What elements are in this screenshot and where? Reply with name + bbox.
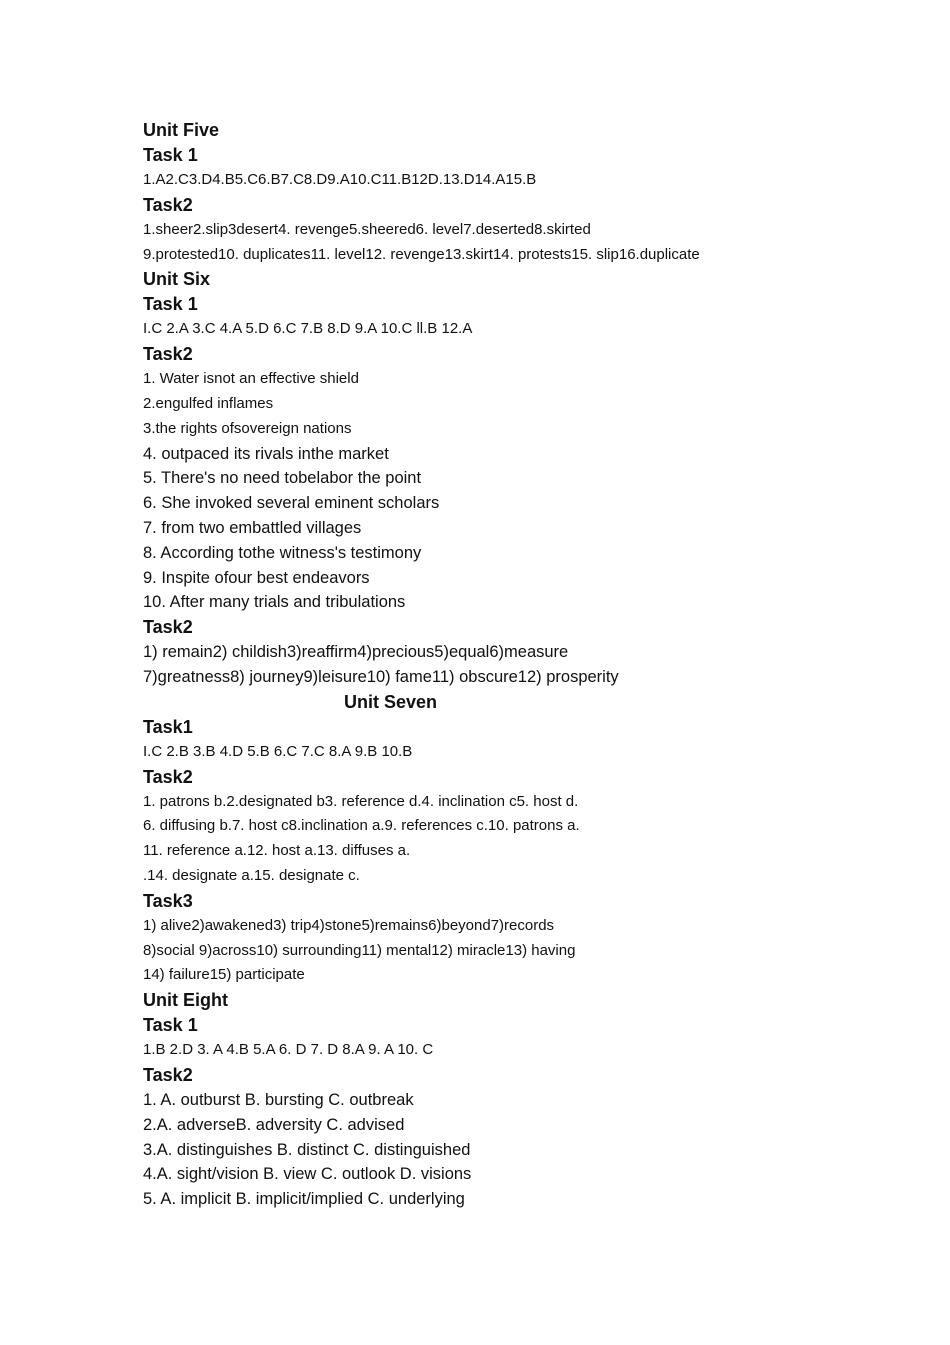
unit-six-task2-line: 7. from two embattled villages	[143, 518, 362, 537]
unit-seven-task2-heading: Task2	[143, 766, 193, 787]
unit-five-task2-line: 9.protested10. duplicates11. level12. revenge13.skirt14. protests15. slip16.duplicate	[143, 245, 700, 263]
unit-eight-heading: Unit Eight	[143, 990, 228, 1011]
unit-eight-task2-line: 3.A. distinguishes B. distinct C. distinguished	[143, 1140, 471, 1159]
unit-six-task2-line: 4. outpaced its rivals inthe market	[143, 444, 389, 463]
unit-eight-task1-heading: Task 1	[143, 1015, 198, 1036]
unit-eight-task2-line: 1. A. outburst B. bursting C. outbreak	[143, 1090, 414, 1109]
unit-six-task2-line: 3.the rights ofsovereign nations	[143, 419, 352, 437]
unit-seven-task3-line: 1) alive2)awakened3) trip4)stone5)remains6)beyond7)records	[143, 916, 555, 934]
unit-seven-task2-line: 1. patrons b.2.designated b3. reference d.4. inclination c5. host d.	[143, 792, 579, 810]
unit-six-task2-line: 5. There's no need tobelabor the point	[143, 469, 422, 488]
unit-six-task2-line: 9. Inspite ofour best endeavors	[143, 568, 370, 587]
unit-eight-task2-line: 4.A. sight/vision B. view C. outlook D. visions	[143, 1165, 472, 1184]
unit-eight-task2-heading: Task2	[143, 1064, 193, 1085]
unit-six-task3-heading: Task2	[143, 617, 193, 638]
unit-six-task2-line: 6. She invoked several eminent scholars	[143, 494, 440, 513]
unit-seven-task1-heading: Task1	[143, 716, 193, 737]
unit-six-task2-line: 10. After many trials and tribulations	[143, 593, 406, 612]
unit-six-task2-heading: Task2	[143, 344, 193, 365]
unit-six-task1-heading: Task 1	[143, 294, 198, 315]
unit-six-task3-line: 7)greatness8) journey9)leisure10) fame11) obscure12) prosperity	[143, 667, 619, 686]
unit-six-task2-line: 8. According tothe witness's testimony	[143, 543, 422, 562]
unit-six-task2-line: 2.engulfed inflames	[143, 394, 274, 412]
unit-seven-task2-line: 6. diffusing b.7. host c8.inclination a.9. references c.10. patrons a.	[143, 817, 580, 835]
unit-seven-task3-line: 8)social 9)across10) surrounding11) mental12) miracle13) having	[143, 941, 576, 959]
unit-seven-task1-answers: I.C 2.B 3.B 4.D 5.B 6.C 7.C 8.A 9.B 10.B	[143, 742, 413, 760]
unit-five-task1-heading: Task 1	[143, 145, 198, 165]
unit-five-task2-heading: Task2	[143, 194, 193, 215]
unit-seven-task3-line: 14) failure15) participate	[143, 966, 305, 984]
unit-six-heading: Unit Six	[143, 269, 211, 290]
document-page	[143, 118, 883, 1212]
unit-seven-task2-line: 11. reference a.12. host a.13. diffuses a.	[143, 842, 411, 860]
unit-five-task1-answers: 1.A2.C3.D4.B5.C6.B7.C8.D9.A10.C11.B12D.13.D14.A15.B	[143, 171, 537, 188]
unit-six-task3-line: 1) remain2) childish3)reaffirm4)precious5)equal6)measure	[143, 643, 569, 662]
unit-six-task2-line: 1. Water isnot an effective shield	[143, 370, 359, 388]
unit-seven-task2-line: .14. designate a.15. designate c.	[143, 866, 360, 884]
unit-five-task2-line: 1.sheer2.slip3desert4. revenge5.sheered6. level7.deserted8.skirted	[143, 220, 591, 238]
unit-eight-task2-line: 2.A. adverseB. adversity C. advised	[143, 1115, 405, 1134]
unit-eight-task1-answers: 1.B 2.D 3. A 4.B 5.A 6. D 7. D 8.A 9. A 10. C	[143, 1041, 434, 1059]
unit-seven-task3-heading: Task3	[143, 890, 193, 911]
unit-seven-heading: Unit Seven	[344, 691, 438, 712]
unit-six-task1-answers: I.C 2.A 3.C 4.A 5.D 6.C 7.B 8.D 9.A 10.C ll.B 12.A	[143, 320, 473, 338]
unit-eight-task2-line: 5. A. implicit B. implicit/implied C. underlying	[143, 1190, 465, 1209]
unit-five-heading: Unit Five	[143, 120, 220, 140]
